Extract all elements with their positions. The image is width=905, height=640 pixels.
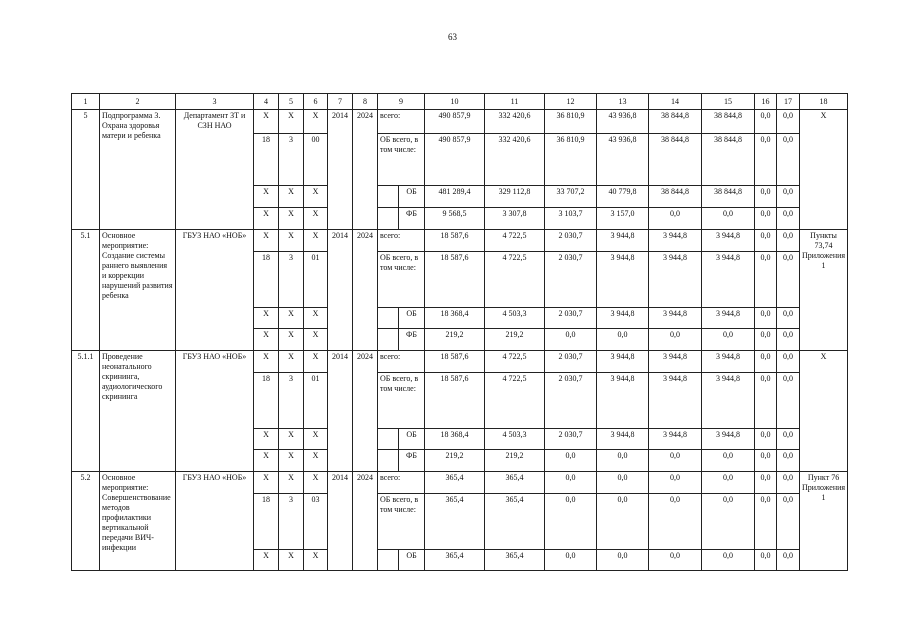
amount-cell: 0,0: [777, 230, 800, 252]
source-label: ОБ всего, в том числе:: [378, 494, 425, 550]
column-header: 17: [777, 94, 800, 110]
source-sublabel: ОБ: [399, 308, 425, 329]
budget-table: [71, 93, 848, 571]
row-number: 5: [72, 110, 100, 230]
code-cell: 3: [279, 494, 304, 550]
amount-cell: 365,4: [425, 550, 485, 571]
amount-cell: 3 103,7: [545, 208, 597, 230]
amount-cell: 481 289,4: [425, 186, 485, 208]
amount-cell: 0,0: [777, 186, 800, 208]
amount-cell: 0,0: [702, 208, 755, 230]
row-number: 5.1.1: [72, 351, 100, 472]
amount-cell: 365,4: [485, 550, 545, 571]
code-cell: 18: [254, 252, 279, 308]
code-cell: Х: [279, 329, 304, 351]
amount-cell: 18 587,6: [425, 373, 485, 429]
amount-cell: 0,0: [597, 329, 649, 351]
amount-cell: 0,0: [755, 134, 777, 186]
amount-cell: 4 722,5: [485, 252, 545, 308]
column-header: 11: [485, 94, 545, 110]
amount-cell: 43 936,8: [597, 134, 649, 186]
amount-cell: 219,2: [485, 329, 545, 351]
code-cell: 3: [279, 373, 304, 429]
amount-cell: 0,0: [755, 208, 777, 230]
source-label: всего:: [378, 351, 425, 373]
source-sublabel: ОБ: [399, 550, 425, 571]
source-label: всего:: [378, 472, 425, 494]
code-cell: 01: [304, 252, 328, 308]
amount-cell: 18 587,6: [425, 230, 485, 252]
code-cell: Х: [254, 429, 279, 450]
source-sublabel: ФБ: [399, 329, 425, 351]
amount-cell: 0,0: [755, 252, 777, 308]
amount-cell: 332 420,6: [485, 134, 545, 186]
amount-cell: 2 030,7: [545, 373, 597, 429]
amount-cell: 0,0: [777, 550, 800, 571]
amount-cell: 38 844,8: [649, 134, 702, 186]
note-cell: Х: [800, 110, 848, 230]
amount-cell: 4 722,5: [485, 373, 545, 429]
note-cell: Пункт 76 Приложения 1: [800, 472, 848, 571]
executor: Департамент ЗТ и СЗН НАО: [176, 110, 254, 230]
amount-cell: 38 844,8: [649, 110, 702, 134]
source-label: ОБ всего, в том числе:: [378, 134, 425, 186]
code-cell: Х: [304, 472, 328, 494]
column-header: 3: [176, 94, 254, 110]
amount-cell: 4 722,5: [485, 351, 545, 373]
amount-cell: 3 944,8: [597, 252, 649, 308]
source-spacer: [378, 308, 399, 329]
amount-cell: 0,0: [777, 110, 800, 134]
end-year: 2024: [353, 110, 378, 230]
amount-cell: 329 112,8: [485, 186, 545, 208]
amount-cell: 0,0: [545, 329, 597, 351]
amount-cell: 18 368,4: [425, 429, 485, 450]
amount-cell: 0,0: [649, 450, 702, 472]
amount-cell: 2 030,7: [545, 308, 597, 329]
code-cell: Х: [304, 110, 328, 134]
code-cell: Х: [254, 186, 279, 208]
amount-cell: 219,2: [425, 450, 485, 472]
end-year: 2024: [353, 351, 378, 472]
amount-cell: 2 030,7: [545, 351, 597, 373]
header-row: [72, 94, 848, 110]
amount-cell: 3 944,8: [702, 429, 755, 450]
column-header: 18: [800, 94, 848, 110]
amount-cell: 490 857,9: [425, 134, 485, 186]
code-cell: 18: [254, 373, 279, 429]
amount-cell: 3 944,8: [649, 308, 702, 329]
amount-cell: 3 944,8: [649, 373, 702, 429]
source-label: всего:: [378, 110, 425, 134]
source-spacer: [378, 450, 399, 472]
code-cell: 3: [279, 134, 304, 186]
amount-cell: 0,0: [777, 208, 800, 230]
end-year: 2024: [353, 472, 378, 571]
amount-cell: 0,0: [545, 494, 597, 550]
page-number: 63: [448, 32, 457, 42]
amount-cell: 0,0: [649, 550, 702, 571]
executor: ГБУЗ НАО «НОБ»: [176, 472, 254, 571]
code-cell: 3: [279, 252, 304, 308]
row-number: 5.1: [72, 230, 100, 351]
table-row: [72, 230, 848, 252]
amount-cell: 3 944,8: [597, 230, 649, 252]
measure-name: Подпрограмма 3. Охрана здоровья матери и ребенка: [100, 110, 176, 230]
row-number: 5.2: [72, 472, 100, 571]
amount-cell: 219,2: [485, 450, 545, 472]
amount-cell: 332 420,6: [485, 110, 545, 134]
amount-cell: 0,0: [649, 472, 702, 494]
amount-cell: 18 587,6: [425, 252, 485, 308]
column-header: 10: [425, 94, 485, 110]
source-label: ОБ всего, в том числе:: [378, 252, 425, 308]
column-header: 15: [702, 94, 755, 110]
source-spacer: [378, 329, 399, 351]
table-row: [72, 472, 848, 494]
code-cell: Х: [304, 450, 328, 472]
amount-cell: 0,0: [755, 429, 777, 450]
amount-cell: 33 707,2: [545, 186, 597, 208]
amount-cell: 0,0: [649, 329, 702, 351]
source-label: ОБ всего, в том числе:: [378, 373, 425, 429]
amount-cell: 2 030,7: [545, 252, 597, 308]
code-cell: Х: [279, 351, 304, 373]
source-sublabel: ФБ: [399, 208, 425, 230]
amount-cell: 0,0: [755, 230, 777, 252]
source-spacer: [378, 550, 399, 571]
amount-cell: 3 157,0: [597, 208, 649, 230]
amount-cell: 38 844,8: [702, 110, 755, 134]
amount-cell: 0,0: [702, 329, 755, 351]
column-header: 7: [328, 94, 353, 110]
amount-cell: 36 810,9: [545, 134, 597, 186]
code-cell: Х: [279, 472, 304, 494]
executor: ГБУЗ НАО «НОБ»: [176, 230, 254, 351]
code-cell: Х: [279, 550, 304, 571]
start-year: 2014: [328, 110, 353, 230]
amount-cell: 365,4: [485, 494, 545, 550]
amount-cell: 0,0: [649, 208, 702, 230]
amount-cell: 3 944,8: [597, 351, 649, 373]
code-cell: 01: [304, 373, 328, 429]
table-row: [72, 110, 848, 134]
code-cell: Х: [279, 230, 304, 252]
amount-cell: 365,4: [485, 472, 545, 494]
amount-cell: 0,0: [545, 450, 597, 472]
amount-cell: 0,0: [597, 550, 649, 571]
code-cell: Х: [304, 429, 328, 450]
code-cell: Х: [254, 450, 279, 472]
amount-cell: 0,0: [755, 550, 777, 571]
measure-name: Проведение неонатального скрининга, аудиологического скрининга: [100, 351, 176, 472]
amount-cell: 3 944,8: [702, 373, 755, 429]
amount-cell: 38 844,8: [702, 186, 755, 208]
note-cell: Пункты 73,74 Приложения 1: [800, 230, 848, 351]
code-cell: Х: [254, 351, 279, 373]
source-label: всего:: [378, 230, 425, 252]
amount-cell: 0,0: [755, 110, 777, 134]
source-spacer: [378, 208, 399, 230]
table-row: [72, 351, 848, 373]
amount-cell: 4 722,5: [485, 230, 545, 252]
amount-cell: 18 587,6: [425, 351, 485, 373]
code-cell: Х: [279, 429, 304, 450]
code-cell: Х: [254, 208, 279, 230]
code-cell: Х: [254, 329, 279, 351]
measure-name: Основное мероприятие: Совершенствование методов профилактики вертикальной передачи ВИЧ-инфекции: [100, 472, 176, 571]
amount-cell: 0,0: [755, 472, 777, 494]
code-cell: 18: [254, 134, 279, 186]
code-cell: Х: [254, 110, 279, 134]
amount-cell: 4 503,3: [485, 429, 545, 450]
code-cell: Х: [279, 186, 304, 208]
amount-cell: 365,4: [425, 472, 485, 494]
code-cell: Х: [254, 230, 279, 252]
amount-cell: 0,0: [755, 186, 777, 208]
amount-cell: 2 030,7: [545, 230, 597, 252]
column-header: 14: [649, 94, 702, 110]
amount-cell: 365,4: [425, 494, 485, 550]
source-spacer: [378, 186, 399, 208]
amount-cell: 3 944,8: [702, 230, 755, 252]
code-cell: 00: [304, 134, 328, 186]
column-header: 8: [353, 94, 378, 110]
amount-cell: 0,0: [777, 134, 800, 186]
amount-cell: 0,0: [755, 351, 777, 373]
amount-cell: 0,0: [755, 450, 777, 472]
code-cell: Х: [279, 308, 304, 329]
code-cell: Х: [304, 230, 328, 252]
amount-cell: 0,0: [777, 351, 800, 373]
amount-cell: 36 810,9: [545, 110, 597, 134]
source-sublabel: ОБ: [399, 186, 425, 208]
column-header: 13: [597, 94, 649, 110]
code-cell: 03: [304, 494, 328, 550]
amount-cell: 43 936,8: [597, 110, 649, 134]
amount-cell: 0,0: [755, 494, 777, 550]
amount-cell: 0,0: [702, 450, 755, 472]
code-cell: Х: [304, 550, 328, 571]
code-cell: Х: [279, 110, 304, 134]
amount-cell: 3 944,8: [649, 429, 702, 450]
column-header: 4: [254, 94, 279, 110]
amount-cell: 219,2: [425, 329, 485, 351]
source-sublabel: ФБ: [399, 450, 425, 472]
column-header: 2: [100, 94, 176, 110]
source-spacer: [378, 429, 399, 450]
start-year: 2014: [328, 472, 353, 571]
code-cell: 18: [254, 494, 279, 550]
amount-cell: 3 944,8: [702, 351, 755, 373]
amount-cell: 0,0: [777, 308, 800, 329]
amount-cell: 40 779,8: [597, 186, 649, 208]
amount-cell: 3 944,8: [649, 252, 702, 308]
amount-cell: 38 844,8: [649, 186, 702, 208]
amount-cell: 0,0: [597, 450, 649, 472]
code-cell: Х: [304, 186, 328, 208]
code-cell: Х: [254, 472, 279, 494]
code-cell: Х: [279, 208, 304, 230]
end-year: 2024: [353, 230, 378, 351]
amount-cell: 3 944,8: [649, 230, 702, 252]
measure-name: Основное мероприятие: Создание системы раннего выявления и коррекции нарушений развития ребенка: [100, 230, 176, 351]
amount-cell: 0,0: [777, 429, 800, 450]
amount-cell: 0,0: [649, 494, 702, 550]
amount-cell: 0,0: [777, 494, 800, 550]
column-header: 1: [72, 94, 100, 110]
code-cell: Х: [254, 550, 279, 571]
code-cell: Х: [279, 450, 304, 472]
amount-cell: 3 944,8: [649, 351, 702, 373]
amount-cell: 0,0: [702, 472, 755, 494]
source-sublabel: ОБ: [399, 429, 425, 450]
amount-cell: 3 944,8: [702, 308, 755, 329]
start-year: 2014: [328, 351, 353, 472]
amount-cell: 2 030,7: [545, 429, 597, 450]
column-header: 5: [279, 94, 304, 110]
code-cell: Х: [304, 351, 328, 373]
amount-cell: 0,0: [597, 472, 649, 494]
amount-cell: 3 944,8: [597, 308, 649, 329]
column-header: 16: [755, 94, 777, 110]
amount-cell: 0,0: [545, 550, 597, 571]
amount-cell: 3 307,8: [485, 208, 545, 230]
code-cell: Х: [304, 329, 328, 351]
amount-cell: 4 503,3: [485, 308, 545, 329]
amount-cell: 0,0: [777, 472, 800, 494]
note-cell: Х: [800, 351, 848, 472]
amount-cell: 0,0: [702, 494, 755, 550]
amount-cell: 0,0: [702, 550, 755, 571]
amount-cell: 3 944,8: [702, 252, 755, 308]
amount-cell: 0,0: [545, 472, 597, 494]
column-header: 6: [304, 94, 328, 110]
executor: ГБУЗ НАО «НОБ»: [176, 351, 254, 472]
code-cell: Х: [254, 308, 279, 329]
amount-cell: 0,0: [755, 373, 777, 429]
amount-cell: 3 944,8: [597, 373, 649, 429]
amount-cell: 0,0: [755, 329, 777, 351]
code-cell: Х: [304, 208, 328, 230]
amount-cell: 18 368,4: [425, 308, 485, 329]
amount-cell: 490 857,9: [425, 110, 485, 134]
column-header: 12: [545, 94, 597, 110]
amount-cell: 9 568,5: [425, 208, 485, 230]
code-cell: Х: [304, 308, 328, 329]
amount-cell: 0,0: [777, 252, 800, 308]
column-header: 9: [378, 94, 425, 110]
amount-cell: 0,0: [755, 308, 777, 329]
amount-cell: 0,0: [777, 329, 800, 351]
start-year: 2014: [328, 230, 353, 351]
amount-cell: 38 844,8: [702, 134, 755, 186]
amount-cell: 0,0: [777, 450, 800, 472]
amount-cell: 0,0: [777, 373, 800, 429]
amount-cell: 3 944,8: [597, 429, 649, 450]
amount-cell: 0,0: [597, 494, 649, 550]
